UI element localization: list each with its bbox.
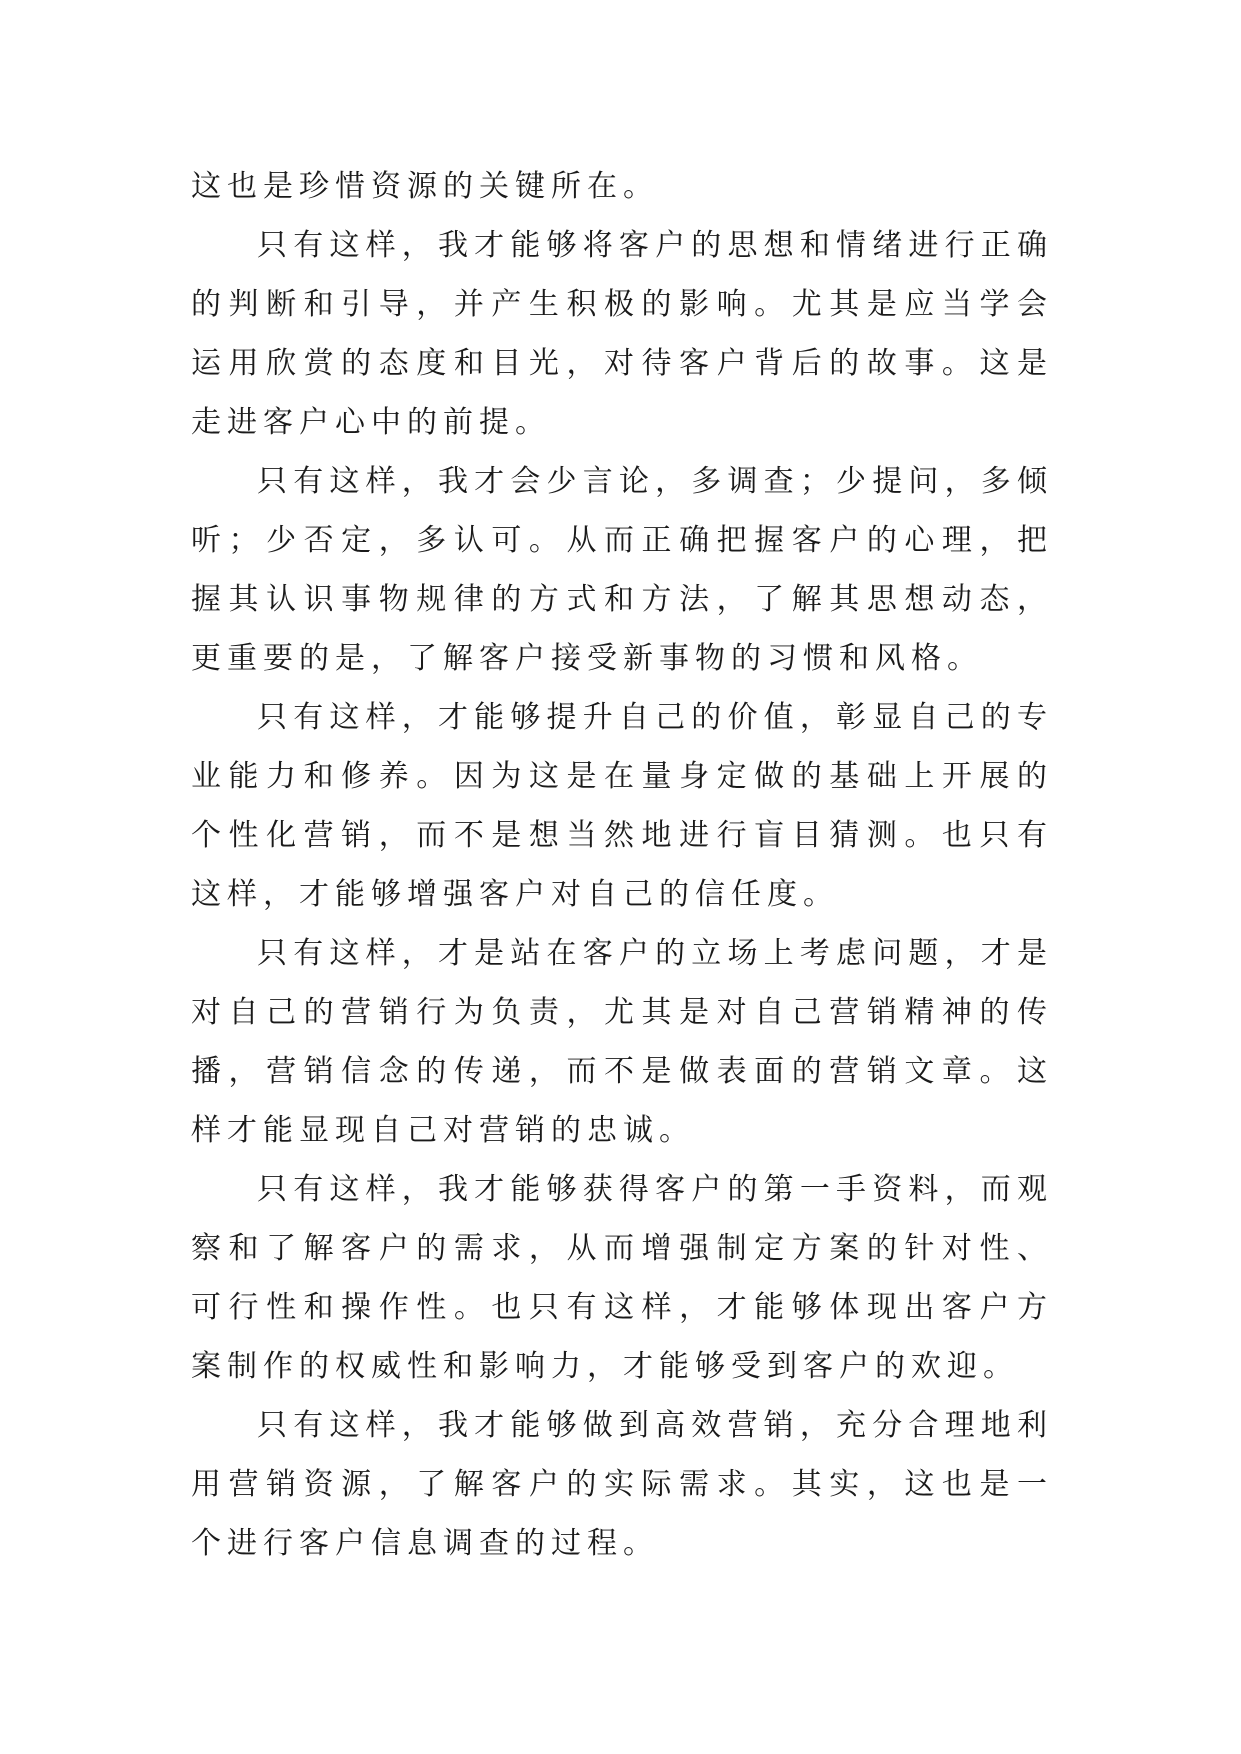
paragraph: 只有这样，才能够提升自己的价值，彰显自己的专业能力和修养。因为这是在量身定做的基础上开展的个性化营销，而不是想当然地进行盲目猜测。也只有这样，才能够增强客户对自己的信任度。 <box>191 700 1053 912</box>
paragraph: 只有这样，我才能够将客户的思想和情绪进行正确的判断和引导，并产生积极的影响。尤其是应当学会运用欣赏的态度和目光，对待客户背后的故事。这是走进客户心中的前提。 <box>191 228 1053 440</box>
paragraph: 只有这样，我才能够做到高效营销，充分合理地利用营销资源，了解客户的实际需求。其实，这也是一个进行客户信息调查的过程。 <box>191 1408 1053 1561</box>
paragraph: 只有这样，才是站在客户的立场上考虑问题，才是对自己的营销行为负责，尤其是对自己营销精神的传播，营销信念的传递，而不是做表面的营销文章。这样才能显现自己对营销的忠诚。 <box>191 936 1053 1148</box>
paragraph: 只有这样，我才能够获得客户的第一手资料，而观察和了解客户的需求，从而增强制定方案的针对性、可行性和操作性。也只有这样，才能够体现出客户方案制作的权威性和影响力，才能够受到客户的欢迎。 <box>191 1172 1053 1384</box>
paragraph-continuation: 这也是珍惜资源的关键所在。 <box>191 169 659 204</box>
paragraph: 只有这样，我才会少言论，多调查；少提问，多倾听；少否定，多认可。从而正确把握客户的心理，把握其认识事物规律的方式和方法，了解其思想动态，更重要的是，了解客户接受新事物的习惯和风格。 <box>191 464 1053 676</box>
document-body <box>191 157 1053 1573</box>
